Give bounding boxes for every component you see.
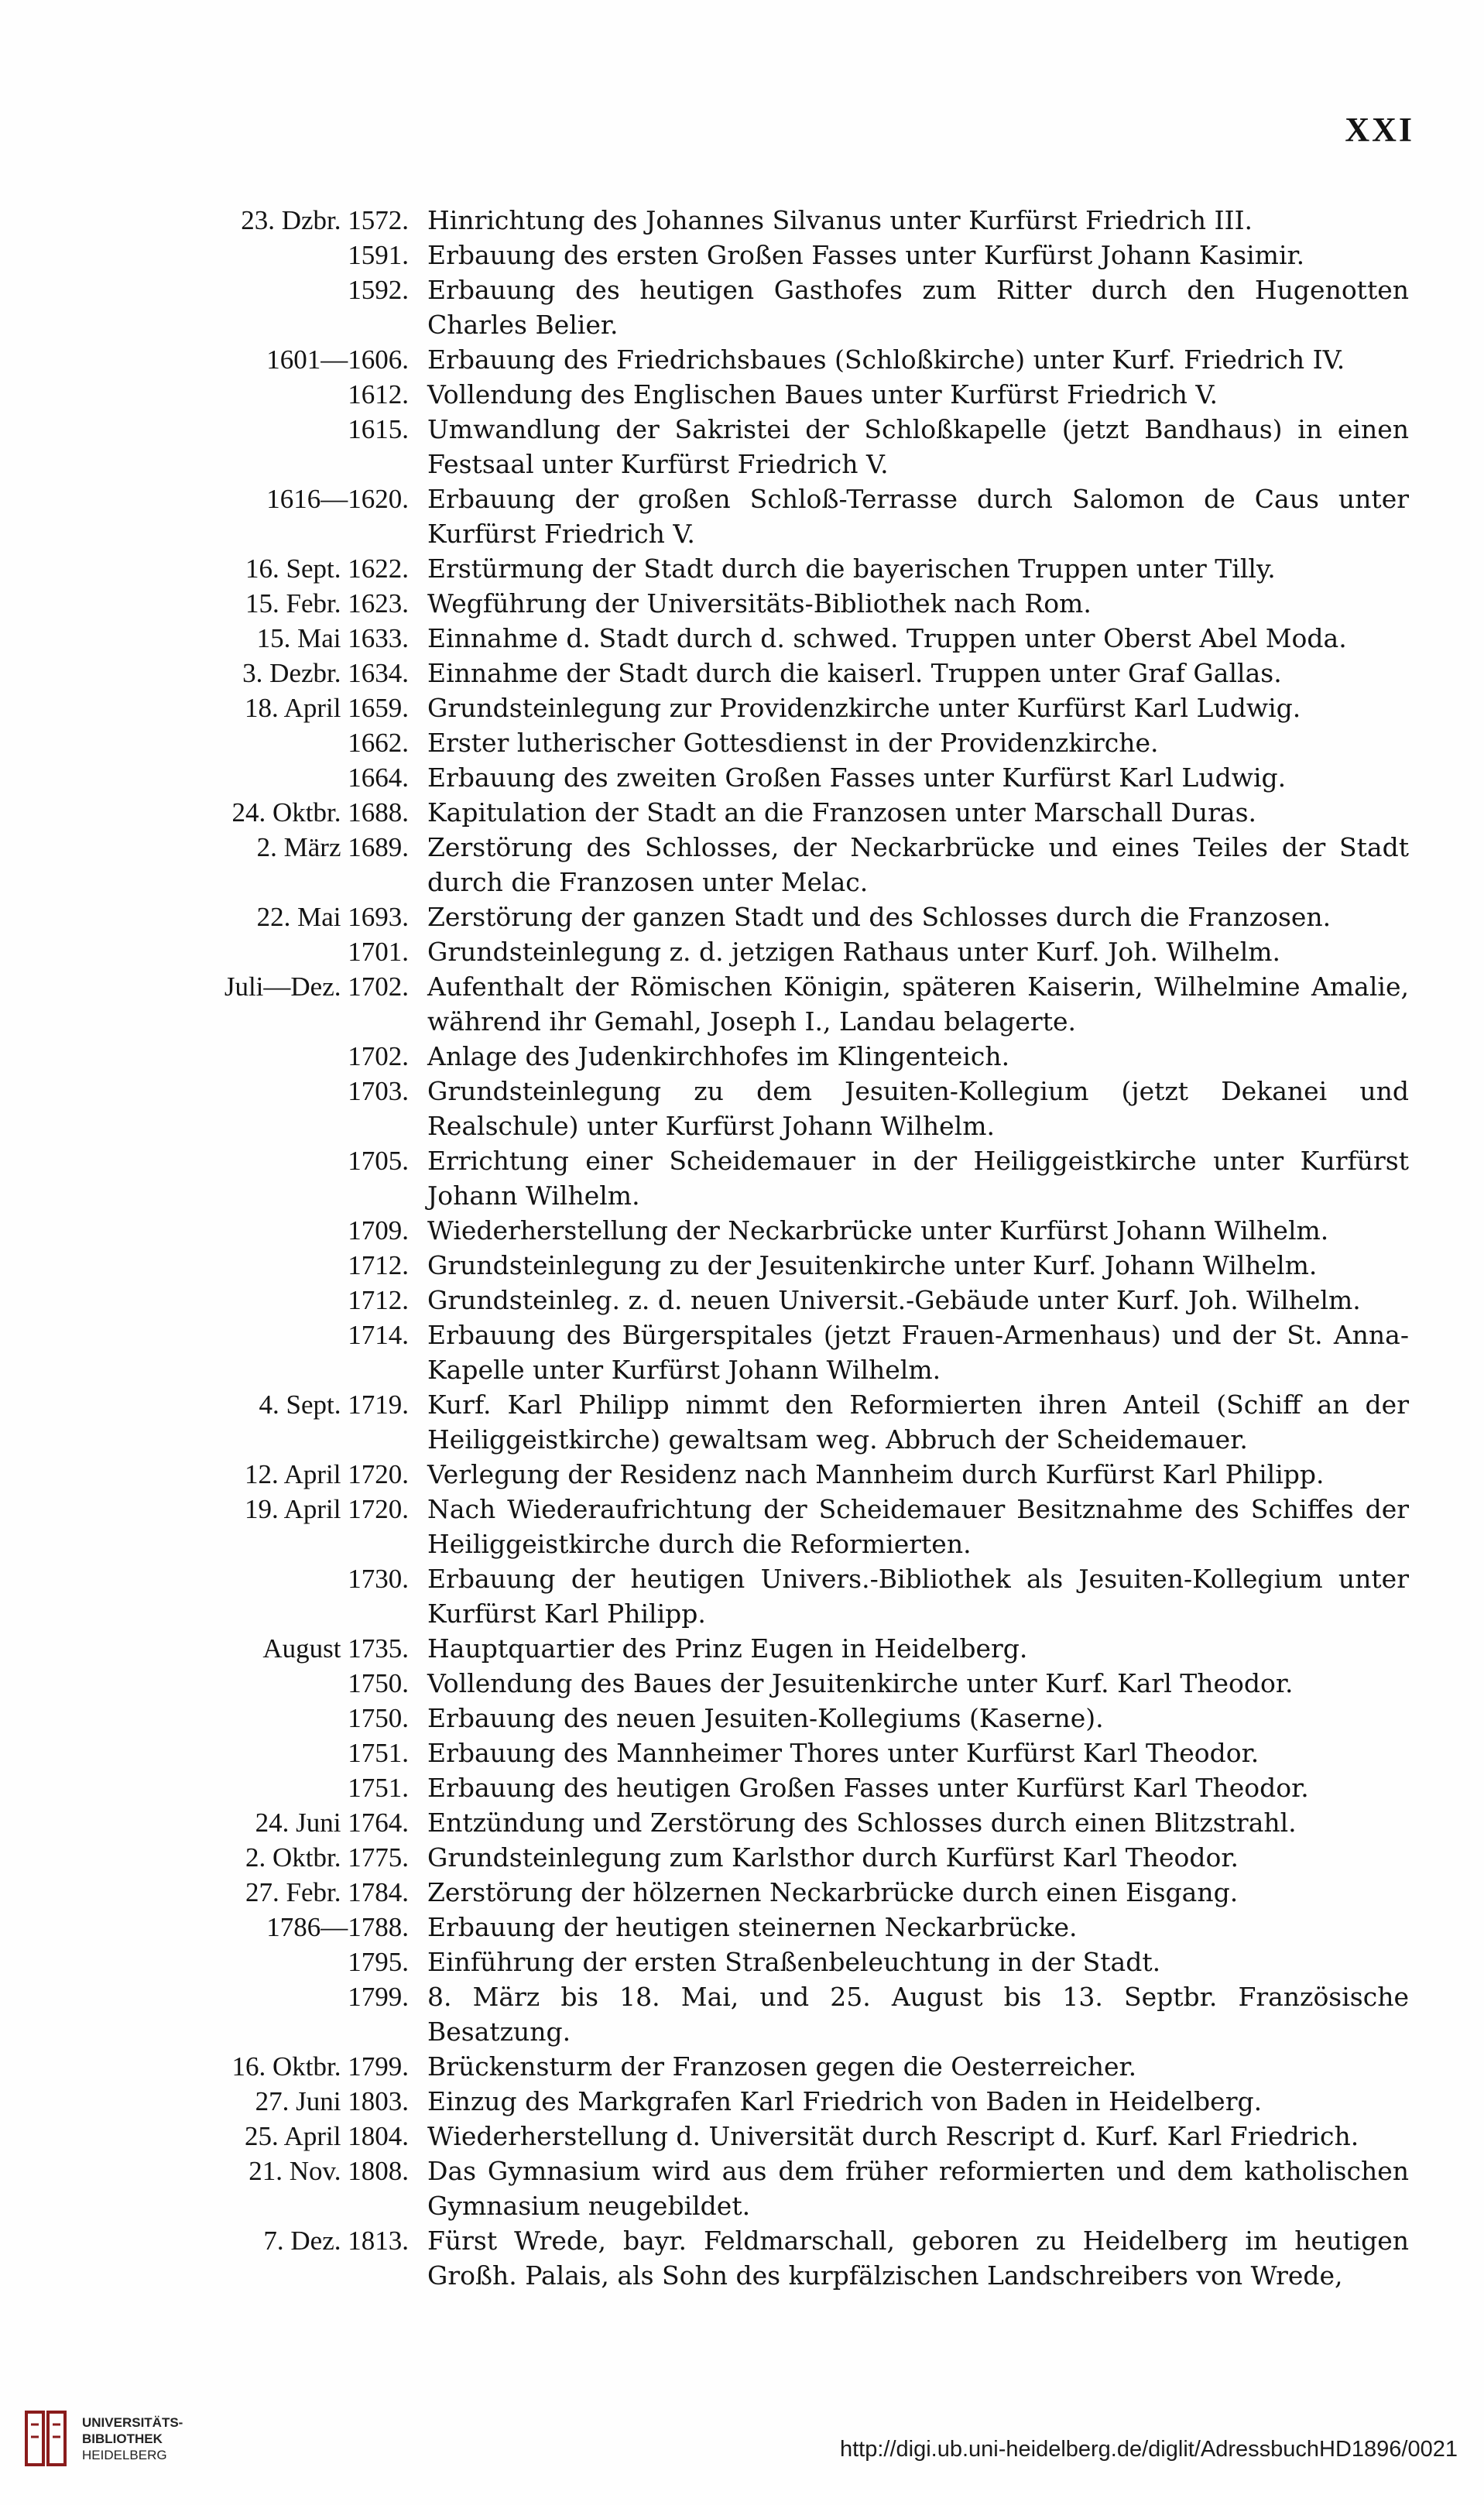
entry-text: Erbauung der großen Schloß-Terrasse durch Salomon de Caus unter Kurfürst Friedrich V. [427,484,1409,549]
entry-date: 1795. [348,1947,409,1977]
page-number: XXI [1345,111,1414,149]
entry-text: Erbauung des neuen Jesuiten-Kollegiums (Kaserne). [427,1703,1104,1733]
chronicle-entry [124,1945,1409,1979]
entry-text: Grundsteinlegung zur Providenzkirche unter Kurfürst Karl Ludwig. [427,693,1301,723]
entry-date: 1705. [348,1146,409,1176]
entry-date: 1703. [348,1076,409,1106]
chronicle-entry [124,481,1409,551]
entry-date: 1750. [348,1703,409,1733]
entry-date: 1751. [348,1738,409,1768]
entry-text: Hauptquartier des Prinz Eugen in Heidelberg. [427,1633,1028,1664]
entry-date: 1662. [348,728,409,758]
entry-date: 1750. [348,1668,409,1698]
entry-date: 1730. [348,1564,409,1594]
entry-date: 15. Mai 1633. [256,623,409,653]
chronicle-entry [124,1666,1409,1701]
entry-date: 25. April 1804. [245,2121,409,2151]
entry-text: Wiederherstellung der Neckarbrücke unter Kurfürst Johann Wilhelm. [427,1215,1329,1246]
entry-text: Erstürmung der Stadt durch die bayerischen Truppen unter Tilly. [427,553,1276,584]
chronicle-entry [124,1736,1409,1770]
entry-date: August 1735. [262,1633,409,1664]
entry-date: 16. Oktbr. 1799. [231,2051,409,2082]
entry-text: Hinrichtung des Johannes Silvanus unter Kurfürst Friedrich III. [427,205,1253,235]
chronicle-entry [124,412,1409,481]
chronicle-entry [124,1387,1409,1457]
entry-text: Brückensturm der Franzosen gegen die Oesterreicher. [427,2051,1137,2082]
entry-date: 1591. [348,240,409,270]
chronicle-entry [124,1143,1409,1213]
chronicle-entry [124,1840,1409,1875]
chronicle-entry [124,830,1409,900]
chronicle-entry [124,760,1409,795]
entry-text: Wegführung der Universitäts-Bibliothek nach Rom. [427,588,1092,619]
entry-text: Vollendung des Baues der Jesuitenkirche unter Kurf. Karl Theodor. [427,1668,1294,1698]
entry-date: 21. Nov. 1808. [248,2156,409,2186]
chronicle-entry [124,795,1409,830]
entry-date: 7. Dez. 1813. [263,2226,409,2256]
chronicle-entry [124,1910,1409,1945]
entry-text: Grundsteinlegung z. d. jetzigen Rathaus unter Kurf. Joh. Wilhelm. [427,937,1281,967]
chronicle-entry [124,725,1409,760]
entry-text: Das Gymnasium wird aus dem früher reformierten und dem katholischen Gymnasium neugebildet. [427,2156,1409,2221]
chronicle-entry [124,900,1409,934]
entry-date: 1616—1620. [266,484,409,514]
chronicle-entry [124,2119,1409,2154]
entry-text: Kurf. Karl Philipp nimmt den Reformierten ihren Anteil (Schiff an der Heiliggeistkirche) gewaltsam weg. Abbruch der Scheidemauer. [427,1390,1409,1455]
entry-date: 1786—1788. [266,1912,409,1942]
entry-date: 1612. [348,379,409,410]
entry-date: 2. Oktbr. 1775. [245,1842,409,1873]
chronicle-entry [124,272,1409,342]
entry-text: Umwandlung der Sakristei der Schloßkapelle (jetzt Bandhaus) in einen Festsaal unter Kurfürst Friedrich V. [427,414,1409,479]
chronicle-entry [124,1770,1409,1805]
entry-date: 1709. [348,1215,409,1246]
chronicle-entry [124,1248,1409,1283]
chronicle-entry [124,342,1409,377]
entry-date: 23. Dzbr. 1572. [241,205,409,235]
entry-text: Grundsteinleg. z. d. neuen Universit.-Gebäude unter Kurf. Joh. Wilhelm. [427,1285,1361,1315]
entry-text: Einnahme der Stadt durch die kaiserl. Truppen unter Graf Gallas. [427,658,1282,688]
chronicle-entry [124,1318,1409,1387]
entry-date: 24. Juni 1764. [255,1808,409,1838]
entry-date: 22. Mai 1693. [256,902,409,932]
chronicle-entry [124,203,1409,238]
entry-text: Aufenthalt der Römischen Königin, späteren Kaiserin, Wilhelmine Amalie, während ihr Gemahl, Joseph I., Landau belagerte. [427,972,1409,1037]
chronicle-entry [124,551,1409,586]
chronicle-entry [124,1979,1409,2049]
chronicle-entry [124,2223,1409,2293]
entry-text: Errichtung einer Scheidemauer in der Heiliggeistkirche unter Kurfürst Johann Wilhelm. [427,1146,1409,1211]
entry-date: 1592. [348,275,409,305]
entry-text: Grundsteinlegung zum Karlsthor durch Kurfürst Karl Theodor. [427,1842,1239,1873]
entry-date: 1751. [348,1773,409,1803]
entry-date: 1702. [348,1041,409,1071]
chronicle-entry [124,1213,1409,1248]
chronicle-entry [124,1561,1409,1631]
entry-date: 2. März 1689. [256,832,409,862]
entry-date: 27. Febr. 1784. [245,1877,409,1907]
chronicle-list [124,203,1409,2293]
entry-text: Einführung der ersten Straßenbeleuchtung in der Stadt. [427,1947,1161,1977]
chronicle-entry [124,1039,1409,1074]
entry-date: 1701. [348,937,409,967]
entry-text: 8. März bis 18. Mai, und 25. August bis 13. Septbr. Französische Besatzung. [427,1982,1409,2047]
entry-date: 1664. [348,762,409,793]
entry-text: Erbauung der heutigen Univers.-Bibliothek als Jesuiten-Kollegium unter Kurfürst Karl Philipp. [427,1564,1409,1629]
chronicle-entry [124,1283,1409,1318]
chronicle-entry [124,1074,1409,1143]
chronicle-entry [124,2049,1409,2084]
source-url-link[interactable]: http://digi.ub.uni-heidelberg.de/diglit/AdressbuchHD1896/0021 [839,2437,1458,2462]
entry-text: Erbauung des heutigen Großen Fasses unter Kurfürst Karl Theodor. [427,1773,1309,1803]
chronicle-entry [124,621,1409,656]
entry-text: Einnahme d. Stadt durch d. schwed. Truppen unter Oberst Abel Moda. [427,623,1347,653]
entry-text: Erbauung der heutigen steinernen Neckarbrücke. [427,1912,1078,1942]
entry-text: Wiederherstellung d. Universität durch Rescript d. Kurf. Karl Friedrich. [427,2121,1359,2151]
entry-date: 27. Juni 1803. [255,2086,409,2116]
chronicle-entry [124,1631,1409,1666]
library-emblem-icon [25,2411,68,2466]
chronicle-entry [124,238,1409,272]
entry-text: Grundsteinlegung zu dem Jesuiten-Kollegium (jetzt Dekanei und Realschule) unter Kurfürst Johann Wilhelm. [427,1076,1409,1141]
entry-text: Entzündung und Zerstörung des Schlosses durch einen Blitzstrahl. [427,1808,1297,1838]
logo-line-3: HEIDELBERG [82,2447,167,2462]
entry-date: 12. April 1720. [245,1459,409,1489]
entry-text: Erbauung des zweiten Großen Fasses unter Kurfürst Karl Ludwig. [427,762,1287,793]
entry-date: 3. Dezbr. 1634. [242,658,409,688]
entry-date: Juli—Dez. 1702. [224,972,409,1002]
chronicle-entry [124,377,1409,412]
entry-text: Nach Wiederaufrichtung der Scheidemauer Besitznahme des Schiffes der Heiliggeistkirche durch die Reformierten. [427,1494,1409,1559]
entry-date: 19. April 1720. [245,1494,409,1524]
chronicle-entry [124,586,1409,621]
entry-text: Vollendung des Englischen Baues unter Kurfürst Friedrich V. [427,379,1218,410]
entry-text: Erbauung des heutigen Gasthofes zum Ritter durch den Hugenotten Charles Belier. [427,275,1409,340]
entry-date: 4. Sept. 1719. [259,1390,409,1420]
entry-text: Verlegung der Residenz nach Mannheim durch Kurfürst Karl Philipp. [427,1459,1325,1489]
entry-text: Erbauung des Friedrichsbaues (Schloßkirche) unter Kurf. Friedrich IV. [427,344,1345,375]
entry-date: 24. Oktbr. 1688. [231,797,409,828]
entry-text: Erbauung des Bürgerspitales (jetzt Frauen-Armenhaus) und der St. Anna-Kapelle unter Kurfürst Johann Wilhelm. [427,1320,1409,1385]
entry-date: 1714. [348,1320,409,1350]
entry-date: 15. Febr. 1623. [245,588,409,619]
entry-date: 1799. [348,1982,409,2012]
chronicle-entry [124,2154,1409,2223]
chronicle-entry [124,656,1409,691]
chronicle-entry [124,1492,1409,1561]
footer [0,2366,1484,2505]
entry-date: 1615. [348,414,409,444]
entry-text: Grundsteinlegung zu der Jesuitenkirche unter Kurf. Johann Wilhelm. [427,1250,1318,1280]
entry-text: Fürst Wrede, bayr. Feldmarschall, geboren zu Heidelberg im heutigen Großh. Palais, als Sohn des kurpfälzischen Landschreibers von Wrede, [427,2226,1409,2291]
chronicle-entry [124,969,1409,1039]
entry-text: Zerstörung der hölzernen Neckarbrücke durch einen Eisgang. [427,1877,1239,1907]
entry-text: Erbauung des Mannheimer Thores unter Kurfürst Karl Theodor. [427,1738,1260,1768]
entry-text: Zerstörung der ganzen Stadt und des Schlosses durch die Franzosen. [427,902,1331,932]
entry-text: Anlage des Judenkirchhofes im Klingenteich. [427,1041,1010,1071]
entry-text: Einzug des Markgrafen Karl Friedrich von Baden in Heidelberg. [427,2086,1263,2116]
chronicle-entry [124,934,1409,969]
logo-line-1: UNIVERSITÄTS- [82,2414,183,2430]
entry-text: Zerstörung des Schlosses, der Neckarbrücke und eines Teiles der Stadt durch die Franzosen unter Melac. [427,832,1409,897]
chronicle-entry [124,1701,1409,1736]
chronicle-entry [124,2084,1409,2119]
entry-text: Erster lutherischer Gottesdienst in der Providenzkirche. [427,728,1159,758]
entry-date: 1712. [348,1250,409,1280]
entry-date: 1712. [348,1285,409,1315]
chronicle-entry [124,1875,1409,1910]
entry-text: Erbauung des ersten Großen Fasses unter Kurfürst Johann Kasimir. [427,240,1305,270]
logo-line-2: BIBLIOTHEK [82,2431,163,2446]
chronicle-entry [124,1457,1409,1492]
entry-text: Kapitulation der Stadt an die Franzosen unter Marschall Duras. [427,797,1257,828]
entry-date: 1601—1606. [266,344,409,375]
chronicle-entry [124,1805,1409,1840]
chronicle-entry [124,691,1409,725]
entry-date: 18. April 1659. [245,693,409,723]
library-logo [25,2411,183,2466]
entry-date: 16. Sept. 1622. [245,553,409,584]
